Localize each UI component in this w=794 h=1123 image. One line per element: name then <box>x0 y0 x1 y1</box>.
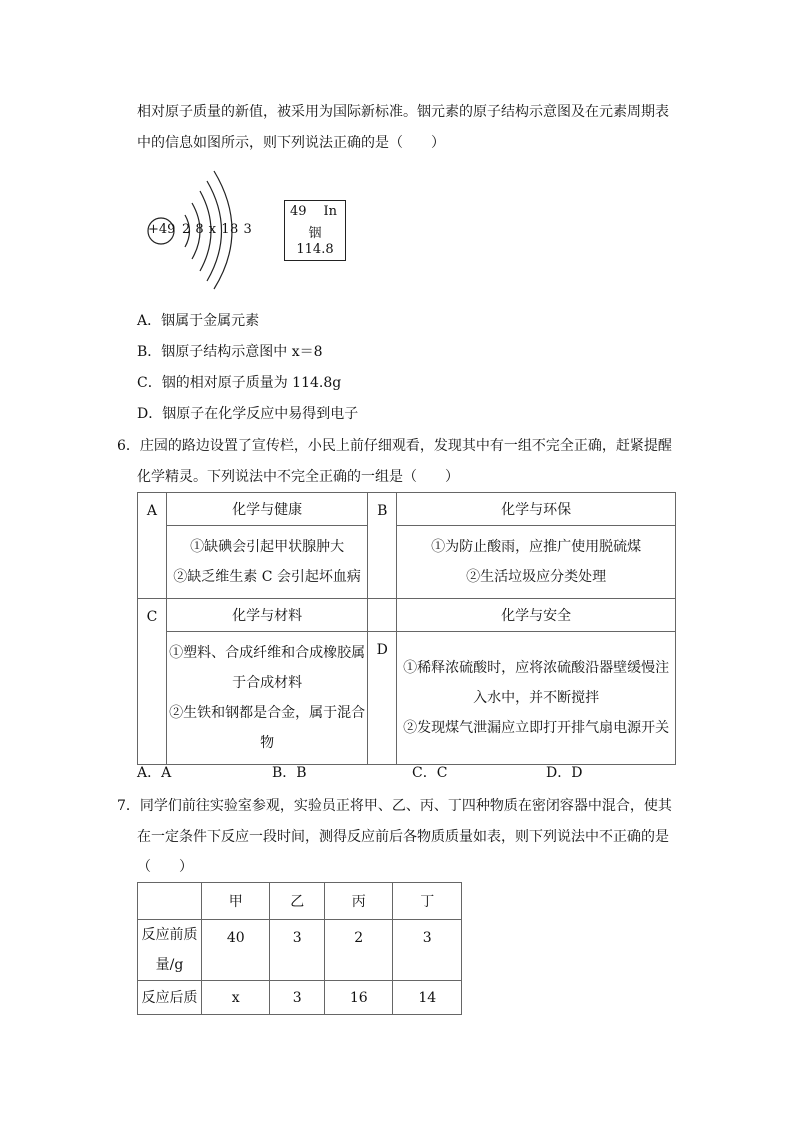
q7-header-jia: 甲 <box>202 883 270 920</box>
q6-c-item-2b: 物 <box>260 735 275 751</box>
q7-row1-ding: 3 <box>393 920 462 981</box>
q6-cell-c-title: 化学与材料 <box>166 599 367 632</box>
q6-b-item-2: ②生活垃圾应分类处理 <box>466 569 607 585</box>
q7-row1-label-b: 量/g <box>155 957 184 973</box>
element-name: 铟 <box>308 226 322 241</box>
q6-b-item-1: ①为防止酸雨，应推广使用脱硫煤 <box>431 539 642 555</box>
q7-row1-jia: 40 <box>202 920 270 981</box>
atomic-mass: 114.8 <box>296 242 334 257</box>
q6-answer-c: C．C <box>412 765 448 781</box>
q6-c-item-1a: ①塑料、合成纤维和合成橡胶属 <box>169 645 366 661</box>
atomic-number: 49 <box>290 204 307 219</box>
q6-answer-d: D．D <box>546 765 583 781</box>
q6-line-1: 6．庄园的路边设置了宣传栏，小民上前仔细观看，发现其中有一组不完全正确，赶紧提醒 <box>117 438 672 454</box>
q6-line-2: 化学精灵。下列说法中不完全正确的一组是（ ） <box>137 469 459 485</box>
q5-option-d: D．铟原子在化学反应中易得到电子 <box>137 406 359 422</box>
q6-table <box>137 492 676 765</box>
q6-cell-b-content <box>397 526 676 599</box>
q7-row1-yi: 3 <box>270 920 325 981</box>
q6-d-item-1a: ①稀释浓硫酸时，应将浓硫酸沿器壁缓慢注 <box>403 660 670 676</box>
q5-option-a: A．铟属于金属元素 <box>137 313 260 329</box>
q6-cell-d-title: 化学与安全 <box>397 599 676 632</box>
shell-electrons: 2 8 x 18 3 <box>182 222 253 237</box>
q5-option-b: B．铟原子结构示意图中 x＝8 <box>137 344 323 360</box>
intro-line-2: 中的信息如图所示，则下列说法正确的是（ ） <box>137 135 445 151</box>
q7-table <box>137 882 462 1015</box>
q6-a-item-2: ②缺乏维生素 C 会引起坏血病 <box>173 569 361 585</box>
q7-header-empty <box>138 883 202 920</box>
q7-row1-label <box>138 920 202 981</box>
q7-line-2: 在一定条件下反应一段时间，测得反应前后各物质质量如表，则下列说法中不正确的是 <box>137 829 669 845</box>
q6-d-item-1b: 入水中，并不断搅拌 <box>473 690 600 706</box>
q7-line-1: 7．同学们前往实验室参观，实验员正将甲、乙、丙、丁四种物质在密闭容器中混合，使其 <box>117 798 672 814</box>
q6-cell-b-label: B <box>368 493 397 599</box>
q7-header-yi: 乙 <box>270 883 325 920</box>
q7-row2-yi: 3 <box>270 981 325 1015</box>
q6-c-item-1b: 于合成材料 <box>232 675 303 691</box>
q6-cell-a-label: A <box>138 493 167 599</box>
q6-cell-b-title: 化学与环保 <box>397 493 676 526</box>
q7-row2-bing: 16 <box>325 981 393 1015</box>
q6-answer-a: A．A <box>137 765 172 781</box>
q7-row2-label: 反应后质 <box>138 981 202 1015</box>
q6-a-item-1: ①缺碘会引起甲状腺肿大 <box>190 539 345 555</box>
q6-answer-b: B．B <box>272 765 307 781</box>
q7-row1-label-a: 反应前质 <box>141 927 198 943</box>
q6-cell-d-label: D <box>368 632 397 765</box>
intro-line-1: 相对原子质量的新值，被采用为国际新标准。铟元素的原子结构示意图及在元素周期表 <box>137 104 669 120</box>
q7-row2-ding: 14 <box>393 981 462 1015</box>
q5-option-c: C．铟的相对原子质量为 114.8g <box>137 375 342 391</box>
q6-cell-c-label: C <box>138 599 167 765</box>
element-card <box>284 200 346 261</box>
q6-cell-a-content <box>166 526 367 599</box>
q7-line-3: （ ） <box>137 859 193 875</box>
q6-c-item-2a: ②生铁和钢都是合金，属于混合 <box>169 705 366 721</box>
nucleus-charge: +49 <box>148 222 176 237</box>
q6-d-item-2: ②发现煤气泄漏应立即打开排气扇电源开关 <box>403 720 670 736</box>
q6-cell-d-content <box>397 632 676 765</box>
q7-row1-bing: 2 <box>325 920 393 981</box>
q6-cell-empty <box>368 599 397 632</box>
q7-row2-jia: x <box>202 981 270 1015</box>
q7-header-ding: 丁 <box>393 883 462 920</box>
q6-cell-c-content <box>166 632 367 765</box>
element-symbol: In <box>323 204 337 219</box>
q6-cell-a-title: 化学与健康 <box>166 493 367 526</box>
q7-header-bing: 丙 <box>325 883 393 920</box>
